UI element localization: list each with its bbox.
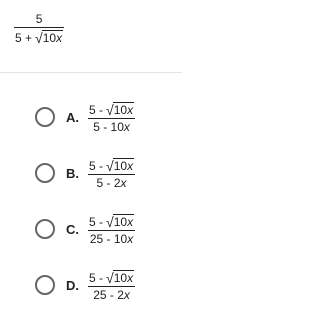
- radicand: 10x: [113, 158, 134, 173]
- question-numerator: 5: [35, 12, 43, 26]
- radical-sign-icon: √: [106, 269, 114, 286]
- option-letter: B.: [66, 165, 79, 181]
- square-root: [106, 102, 134, 116]
- option-denominator: 25 - 2 x: [93, 287, 130, 302]
- radical-sign-icon: √: [35, 30, 43, 46]
- option-a[interactable]: [35, 98, 175, 136]
- option-numerator: 5 - √ 10x: [89, 213, 134, 230]
- option-denominator: 5 - 10 x: [93, 119, 130, 134]
- option-letter: D.: [66, 277, 79, 293]
- radical-sign-icon: √: [106, 101, 114, 118]
- radical-sign-icon: √: [106, 213, 114, 230]
- option-d-fraction: [88, 270, 135, 301]
- option-c[interactable]: [35, 210, 175, 248]
- radio-button-b[interactable]: [35, 163, 55, 183]
- option-denominator: 5 - 2 x: [96, 175, 127, 190]
- radio-button-d[interactable]: [35, 275, 55, 295]
- option-b[interactable]: [35, 154, 175, 192]
- square-root: [35, 30, 63, 44]
- option-denominator: 25 - 10 x: [89, 231, 134, 246]
- radio-button-c[interactable]: [35, 219, 55, 239]
- option-b-fraction: [88, 158, 135, 189]
- square-root: [106, 270, 134, 284]
- radicand: 10x: [42, 31, 63, 45]
- option-a-fraction: [88, 102, 135, 133]
- question-denominator-prefix: 5 +: [15, 31, 33, 45]
- square-root: [106, 214, 134, 228]
- option-numerator: 5 - √ 10x: [89, 157, 134, 174]
- question-expression: [14, 10, 64, 44]
- option-numerator: 5 - √ 10x: [89, 101, 134, 118]
- option-d[interactable]: [35, 266, 175, 304]
- option-letter: C.: [66, 221, 79, 237]
- question-fraction: [14, 13, 64, 44]
- question-denominator: [14, 28, 64, 44]
- divider: [0, 72, 182, 73]
- radicand: 10x: [113, 214, 134, 229]
- option-letter: A.: [66, 109, 79, 125]
- radical-sign-icon: √: [106, 157, 114, 174]
- option-c-fraction: [88, 214, 135, 245]
- square-root: [106, 158, 134, 172]
- option-numerator: 5 - √ 10x: [89, 269, 134, 286]
- radicand: 10x: [113, 102, 134, 117]
- radio-button-a[interactable]: [35, 107, 55, 127]
- radicand: 10x: [113, 270, 134, 285]
